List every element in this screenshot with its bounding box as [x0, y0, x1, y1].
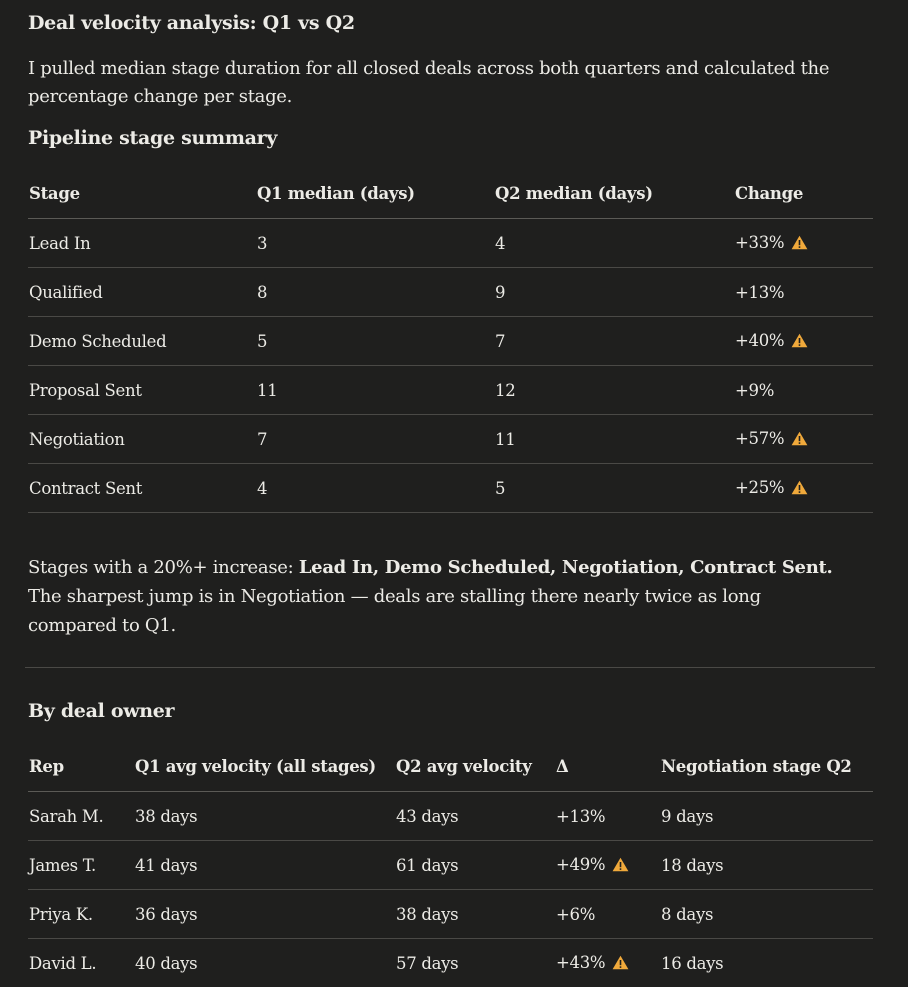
- change-value: +25%: [735, 478, 784, 497]
- q2-cell: 5: [494, 464, 734, 513]
- change-value: +33%: [735, 233, 784, 252]
- delta-value: +13%: [556, 807, 605, 826]
- column-header: Q1 avg velocity (all stages): [134, 741, 395, 792]
- q1-cell: 36 days: [134, 890, 395, 939]
- column-header: Δ: [555, 741, 660, 792]
- owners-table: [28, 741, 873, 987]
- q1-cell: 4: [256, 464, 494, 513]
- delta-value: +43%: [556, 953, 605, 972]
- table-row: [28, 464, 873, 513]
- delta-cell: [555, 890, 660, 939]
- table-header-row: [28, 741, 873, 792]
- q1-cell: 7: [256, 415, 494, 464]
- summary-paragraph: [28, 553, 848, 640]
- q1-cell: 11: [256, 366, 494, 415]
- warning-icon: [612, 857, 629, 876]
- table-header-row: [28, 168, 873, 219]
- rep-cell: Sarah M.: [28, 792, 134, 841]
- q1-cell: 8: [256, 268, 494, 317]
- q1-cell: 5: [256, 317, 494, 366]
- delta-cell: [555, 792, 660, 841]
- delta-value: +6%: [556, 905, 595, 924]
- column-header: Negotiation stage Q2: [660, 741, 873, 792]
- change-cell: [734, 268, 873, 317]
- change-value: +13%: [735, 283, 784, 302]
- change-cell: [734, 317, 873, 366]
- change-value: +40%: [735, 331, 784, 350]
- stage-cell: Lead In: [28, 219, 256, 268]
- summary-prefix: Stages with a 20%+ increase:: [28, 557, 299, 578]
- table-row: [28, 268, 873, 317]
- stage-cell: Proposal Sent: [28, 366, 256, 415]
- warning-icon: [791, 431, 808, 450]
- q2-cell: 11: [494, 415, 734, 464]
- stage-cell: Qualified: [28, 268, 256, 317]
- rep-cell: Priya K.: [28, 890, 134, 939]
- rep-cell: James T.: [28, 841, 134, 890]
- column-header: Change: [734, 168, 873, 219]
- rep-cell: David L.: [28, 939, 134, 987]
- q1-cell: 3: [256, 219, 494, 268]
- q2-cell: 4: [494, 219, 734, 268]
- column-header: Q1 median (days): [256, 168, 494, 219]
- table-row: [28, 317, 873, 366]
- summary-highlight: Lead In, Demo Scheduled, Negotiation, Contract Sent.: [299, 557, 833, 578]
- pipeline-table: [28, 168, 873, 513]
- negotiation-cell: 18 days: [660, 841, 873, 890]
- table-row: [28, 366, 873, 415]
- q2-cell: 61 days: [395, 841, 555, 890]
- stage-cell: Contract Sent: [28, 464, 256, 513]
- change-cell: [734, 464, 873, 513]
- owners-heading: By deal owner: [28, 700, 174, 722]
- change-value: +57%: [735, 429, 784, 448]
- q1-cell: 40 days: [134, 939, 395, 987]
- negotiation-cell: 8 days: [660, 890, 873, 939]
- section-divider: [25, 667, 875, 668]
- column-header: Q2 avg velocity: [395, 741, 555, 792]
- change-cell: [734, 219, 873, 268]
- delta-value: +49%: [556, 855, 605, 874]
- negotiation-cell: 16 days: [660, 939, 873, 987]
- stage-cell: Demo Scheduled: [28, 317, 256, 366]
- q2-cell: 38 days: [395, 890, 555, 939]
- change-cell: [734, 366, 873, 415]
- q2-cell: 9: [494, 268, 734, 317]
- table-row: [28, 939, 873, 987]
- q2-cell: 57 days: [395, 939, 555, 987]
- intro-paragraph: I pulled median stage duration for all closed deals across both quarters and calculated the percentage change per stage.: [28, 55, 848, 111]
- table-row: [28, 841, 873, 890]
- report-title: Deal velocity analysis: Q1 vs Q2: [28, 12, 355, 34]
- q2-cell: 12: [494, 366, 734, 415]
- table-row: [28, 219, 873, 268]
- summary-suffix: The sharpest jump is in Negotiation — deals are stalling there nearly twice as long compared to Q1.: [28, 586, 761, 636]
- column-header: Q2 median (days): [494, 168, 734, 219]
- stage-cell: Negotiation: [28, 415, 256, 464]
- negotiation-cell: 9 days: [660, 792, 873, 841]
- table-row: [28, 890, 873, 939]
- table-row: [28, 792, 873, 841]
- warning-icon: [612, 955, 629, 974]
- q2-cell: 7: [494, 317, 734, 366]
- table-row: [28, 415, 873, 464]
- warning-icon: [791, 333, 808, 352]
- column-header: Rep: [28, 741, 134, 792]
- column-header: Stage: [28, 168, 256, 219]
- pipeline-heading: Pipeline stage summary: [28, 127, 277, 149]
- warning-icon: [791, 480, 808, 499]
- change-cell: [734, 415, 873, 464]
- q2-cell: 43 days: [395, 792, 555, 841]
- delta-cell: [555, 841, 660, 890]
- delta-cell: [555, 939, 660, 987]
- q1-cell: 41 days: [134, 841, 395, 890]
- q1-cell: 38 days: [134, 792, 395, 841]
- change-value: +9%: [735, 381, 774, 400]
- warning-icon: [791, 235, 808, 254]
